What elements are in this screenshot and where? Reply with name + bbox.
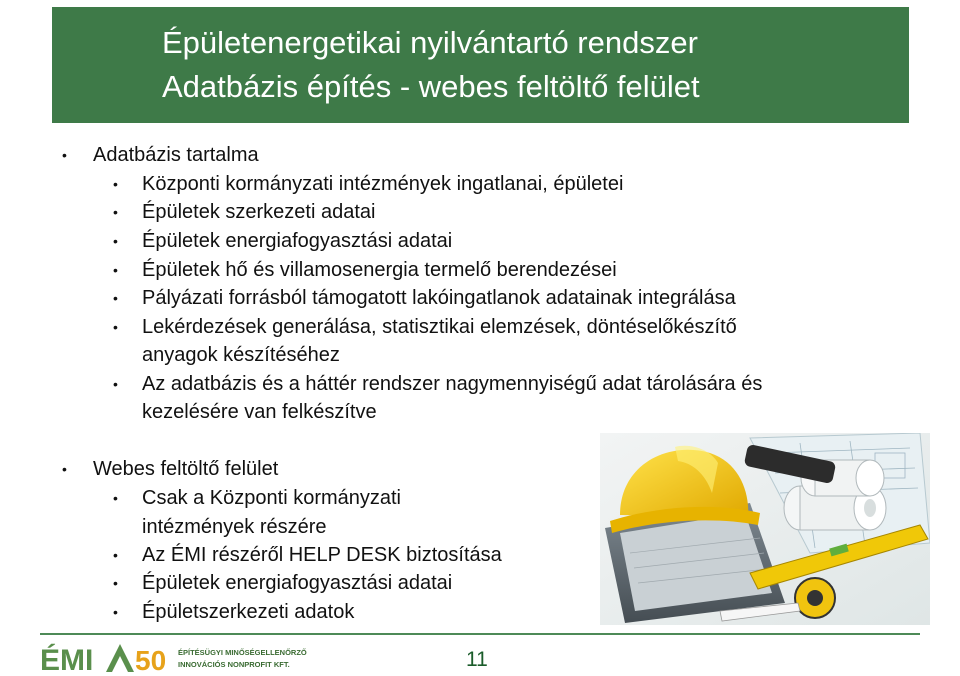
- slide-title-line1: Épületenergetikai nyilvántartó rendszer: [162, 25, 698, 60]
- logo-subtext-line1: ÉPÍTÉSÜGYI MINŐSÉGELLENŐRZŐ: [178, 648, 307, 657]
- list-item: Lekérdezések generálása, statisztikai elemzések, döntéselőkészítő: [142, 316, 737, 338]
- list-item: Az ÉMI részéről HELP DESK biztosítása: [142, 544, 502, 566]
- list-item: Pályázati forrásból támogatott lakóingatlanok adatainak integrálása: [142, 287, 736, 309]
- logo-emi-text: ÉMI: [40, 644, 94, 674]
- list-item-continuation: kezelésére van felkészítve: [142, 401, 377, 423]
- bullet-marker: •: [113, 262, 118, 278]
- slide-title-line2: Adatbázis építés - webes feltöltő felület: [162, 69, 700, 104]
- logo-subtext-line2: INNOVÁCIÓS NONPROFIT KFT.: [178, 660, 290, 669]
- bullet-marker: •: [113, 376, 118, 392]
- bullet-marker: •: [113, 176, 118, 192]
- bullet-marker: •: [62, 461, 67, 477]
- list-item: Épületek szerkezeti adatai: [142, 201, 376, 223]
- list-item: Épületek energiafogyasztási adatai: [142, 230, 453, 252]
- bullet-marker: •: [62, 147, 67, 163]
- section-heading-database: Adatbázis tartalma: [93, 144, 259, 166]
- page-number: 11: [466, 648, 488, 671]
- bullet-marker: •: [113, 233, 118, 249]
- list-item: Épületszerkezeti adatok: [142, 601, 355, 623]
- list-item-continuation: intézmények részére: [142, 516, 327, 538]
- list-item: Épületek hő és villamosenergia termelő berendezései: [142, 259, 617, 281]
- bullet-marker: •: [113, 204, 118, 220]
- section-heading-web-upload: Webes feltöltő felület: [93, 458, 279, 480]
- logo-years: 50: [135, 645, 167, 674]
- footer-divider: [40, 633, 920, 635]
- list-item-continuation: anyagok készítéséhez: [142, 344, 340, 366]
- list-item: Központi kormányzati intézmények ingatlanai, épületei: [142, 173, 624, 195]
- list-item: Épületek energiafogyasztási adatai: [142, 572, 453, 594]
- construction-photo: [600, 433, 930, 625]
- bullet-marker: •: [113, 575, 118, 591]
- emi-logo: [40, 642, 310, 674]
- list-item: Csak a Központi kormányzati: [142, 487, 402, 509]
- bullet-marker: •: [113, 319, 118, 335]
- bullet-marker: •: [113, 490, 118, 506]
- bullet-marker: •: [113, 290, 118, 306]
- bullet-marker: •: [113, 604, 118, 620]
- bullet-marker: •: [113, 547, 118, 563]
- list-item: Az adatbázis és a háttér rendszer nagymennyiségű adat tárolására és: [142, 373, 763, 395]
